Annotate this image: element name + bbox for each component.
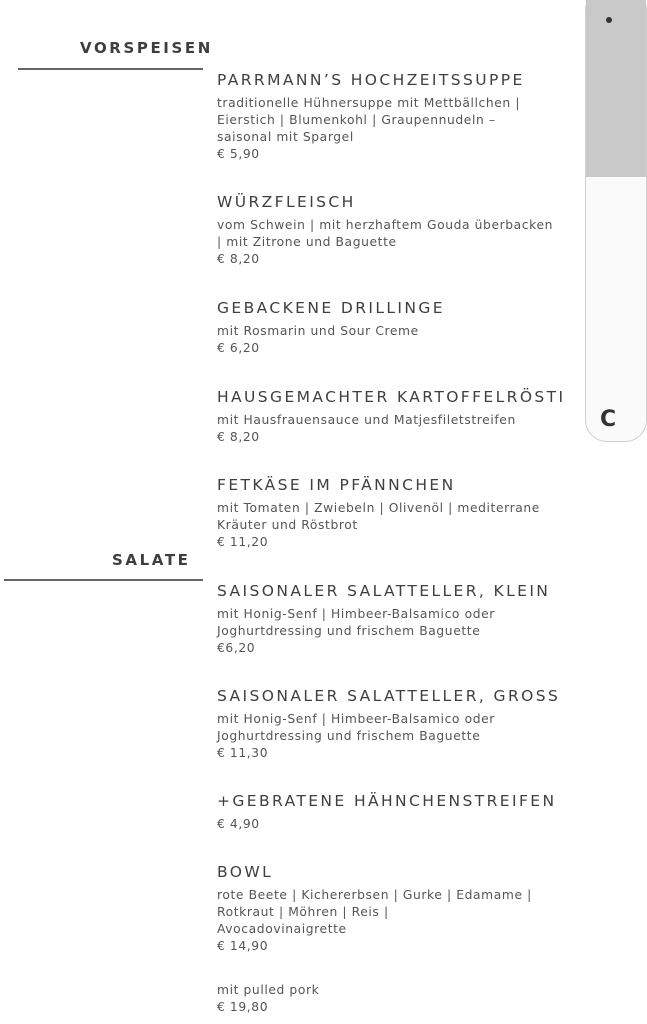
menu-item-salatteller-klein <box>217 582 612 657</box>
menu-item-title: WÜRZFLEISCH <box>217 193 356 211</box>
menu-item-description: Rotkraut | Möhren | Reis | <box>217 905 389 919</box>
menu-item-title: +GEBRATENE HÄHNCHENSTREIFEN <box>217 792 557 810</box>
menu-item-title: GEBACKENE DRILLINGE <box>217 299 445 317</box>
menu-item-salatteller-gross <box>217 687 612 762</box>
menu-item-title: HAUSGEMACHTER KARTOFFELRÖSTI <box>217 388 566 406</box>
menu-item-description: mit Honig-Senf | Himbeer-Balsamico oder <box>217 712 495 726</box>
section-heading-vorspeisen: VORSPEISEN <box>80 39 213 57</box>
side-panel-header <box>586 0 646 177</box>
menu-item-description: rote Beete | Kichererbsen | Gurke | Edamame | <box>217 888 532 902</box>
menu-item-bowl <box>217 863 612 955</box>
side-panel-glyph: C <box>600 407 617 432</box>
menu-item-description: Joghurtdressing und frischem Baguette <box>217 729 481 743</box>
menu-item-hochzeitssuppe <box>217 71 612 163</box>
menu-item-description: Kräuter und Röstbrot <box>217 518 358 532</box>
menu-item-price: € 4,90 <box>217 817 260 831</box>
menu-item-description: Avocadovinaigrette <box>217 922 347 936</box>
menu-item-description: mit Hausfrauensauce und Matjesfiletstreifen <box>217 413 516 427</box>
menu-item-bowl-pulled-pork <box>217 982 612 1016</box>
menu-item-price: € 5,90 <box>217 147 260 161</box>
menu-item-description: | mit Zitrone und Baguette <box>217 235 397 249</box>
side-panel-widget[interactable] <box>585 0 647 442</box>
menu-item-price: € 14,90 <box>217 939 269 953</box>
menu-item-title: SAISONALER SALATTELLER, GROSS <box>217 687 561 705</box>
menu-item-description: mit Tomaten | Zwiebeln | Olivenöl | mediterrane <box>217 501 540 515</box>
menu-item-description: traditionelle Hühnersuppe mit Mettbällchen | <box>217 96 521 110</box>
section-divider <box>4 579 203 581</box>
menu-item-title: PARRMANN’S HOCHZEITSSUPPE <box>217 71 525 89</box>
dot-icon <box>606 17 612 23</box>
menu-item-fetakaese <box>217 476 612 551</box>
section-heading-salate: SALATE <box>112 551 191 569</box>
menu-item-description: mit Rosmarin und Sour Creme <box>217 324 419 338</box>
menu-item-description: saisonal mit Spargel <box>217 130 354 144</box>
menu-item-wuerzfleisch <box>217 193 612 268</box>
menu-item-description: mit pulled pork <box>217 983 320 997</box>
menu-item-price: € 6,20 <box>217 341 260 355</box>
menu-item-title: BOWL <box>217 863 274 881</box>
menu-item-title: FETKÄSE IM PFÄNNCHEN <box>217 476 456 494</box>
menu-item-haehnchenstreifen <box>217 792 612 833</box>
menu-item-description: mit Honig-Senf | Himbeer-Balsamico oder <box>217 607 495 621</box>
menu-item-kartoffelroesti <box>217 388 612 446</box>
menu-item-price: € 19,80 <box>217 1000 269 1014</box>
section-divider <box>18 68 203 70</box>
menu-item-title: SAISONALER SALATTELLER, KLEIN <box>217 582 551 600</box>
menu-item-price: € 11,30 <box>217 746 269 760</box>
menu-item-description: vom Schwein | mit herzhaftem Gouda überbacken <box>217 218 554 232</box>
menu-item-price: € 11,20 <box>217 535 269 549</box>
menu-item-price: € 8,20 <box>217 430 260 444</box>
menu-item-drillinge <box>217 299 612 357</box>
menu-item-description: Eierstich | Blumenkohl | Graupennudeln – <box>217 113 496 127</box>
menu-item-price: € 8,20 <box>217 252 260 266</box>
menu-item-description: Joghurtdressing und frischem Baguette <box>217 624 481 638</box>
menu-item-price: €6,20 <box>217 641 256 655</box>
